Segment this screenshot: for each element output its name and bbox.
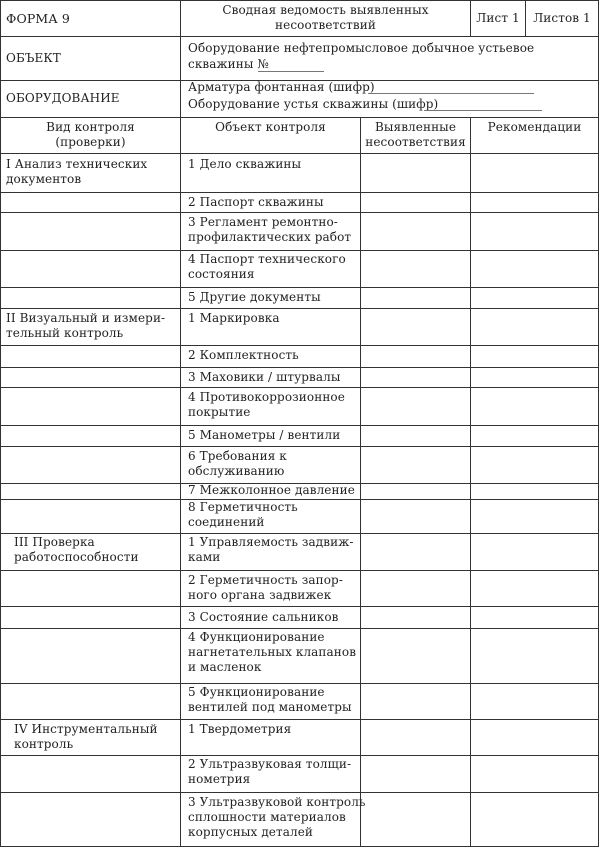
table-row-item: 1 Маркировка <box>188 311 280 325</box>
table-row-item: 8 Герметичность соединений <box>188 500 298 529</box>
object-line-2: скважины № <box>188 57 269 71</box>
well-number-blank <box>258 71 324 72</box>
row-line <box>0 755 599 756</box>
table-row-item: 3 Состояние сальников <box>188 610 339 624</box>
row-line <box>0 719 599 720</box>
table-row-item: 7 Межколонное давление <box>188 483 355 497</box>
row-line <box>0 533 599 534</box>
row-line <box>0 683 599 684</box>
table-row-item: 6 Требования к обслуживанию <box>188 449 287 478</box>
table-row-item: 5 Манометры / вентили <box>188 428 341 442</box>
object-label: ОБЪЕКТ <box>6 51 61 65</box>
row-line <box>0 425 599 426</box>
equipment-line-1: Арматура фонтанная (шифр) <box>188 80 375 94</box>
equipment-blank-1 <box>368 93 534 94</box>
table-row-item: 3 Регламент ремонтно- профилактических работ <box>188 215 352 244</box>
equipment-line-2: Оборудование устья скважины (шифр) <box>188 97 439 111</box>
table-row-item: 1 Дело скважины <box>188 157 302 171</box>
table-col-divider-3 <box>470 117 471 847</box>
table-row-item: 1 Управляемость задвиж- ками <box>188 535 354 564</box>
border-colhead-bottom <box>0 153 599 154</box>
table-row-item: 3 Маховики / штурвалы <box>188 370 341 384</box>
section-name-3: III Проверка работоспособности <box>14 535 139 564</box>
row-line <box>0 212 599 213</box>
row-line <box>0 287 599 288</box>
row-line <box>0 792 599 793</box>
table-row-item: 2 Комплектность <box>188 348 299 362</box>
section-name-2: II Визуальный и измери- тельный контроль <box>6 311 166 340</box>
row-line <box>0 308 599 309</box>
table-col-divider-1 <box>180 117 181 847</box>
equipment-label: ОБОРУДОВАНИЕ <box>6 91 120 105</box>
table-row-item: 4 Противокоррозионное покрытие <box>188 390 345 419</box>
row-line <box>0 387 599 388</box>
row-line <box>0 606 599 607</box>
form-title: Сводная ведомость выявленных несоответствий <box>222 3 429 32</box>
table-row-item: 2 Ультразвуковая толщи- нометрия <box>188 757 352 786</box>
table-row-item: 5 Другие документы <box>188 290 321 304</box>
info-label-divider <box>180 36 181 117</box>
sheets-total-label: Листов 1 <box>533 11 591 25</box>
table-row-item: 2 Паспорт скважины <box>188 195 324 209</box>
table-row-item: 2 Герметичность запор- ного органа задвижек <box>188 573 343 602</box>
row-line <box>0 192 599 193</box>
row-line <box>0 367 599 368</box>
table-row-item: 5 Функционирование вентилей под манометры <box>188 685 352 714</box>
col-header-recommendations: Рекомендации <box>487 120 582 134</box>
border-equipment-bottom <box>0 117 599 118</box>
row-line <box>0 446 599 447</box>
row-line <box>0 628 599 629</box>
table-row-item: 4 Паспорт технического состояния <box>188 252 346 281</box>
col-header-control-object: Объект контроля <box>215 120 326 134</box>
table-row-item: 1 Твердометрия <box>188 722 292 736</box>
equipment-blank-2 <box>424 110 542 111</box>
row-line <box>0 499 599 500</box>
border-top <box>0 0 599 1</box>
form-label: ФОРМА 9 <box>6 11 70 26</box>
section-name-4: IV Инструментальный контроль <box>14 722 158 751</box>
sheet-label: Лист 1 <box>476 11 520 25</box>
row-line <box>0 250 599 251</box>
col-header-nonconformities: Выявленные несоответствия <box>365 120 466 149</box>
border-header-bottom <box>0 36 599 37</box>
table-col-divider-2 <box>360 117 361 847</box>
object-line-1: Оборудование нефтепромысловое добычное устьевое <box>188 41 535 55</box>
row-line <box>0 570 599 571</box>
table-row-item: 4 Функционирование нагнетательных клапанов и масленок <box>188 630 357 674</box>
table-row-item: 3 Ультразвуковой контроль сплошности материалов корпусных деталей <box>188 795 366 839</box>
col-header-control-type: Вид контроля (проверки) <box>46 120 135 149</box>
section-name-1: I Анализ технических документов <box>6 157 148 186</box>
row-line <box>0 345 599 346</box>
